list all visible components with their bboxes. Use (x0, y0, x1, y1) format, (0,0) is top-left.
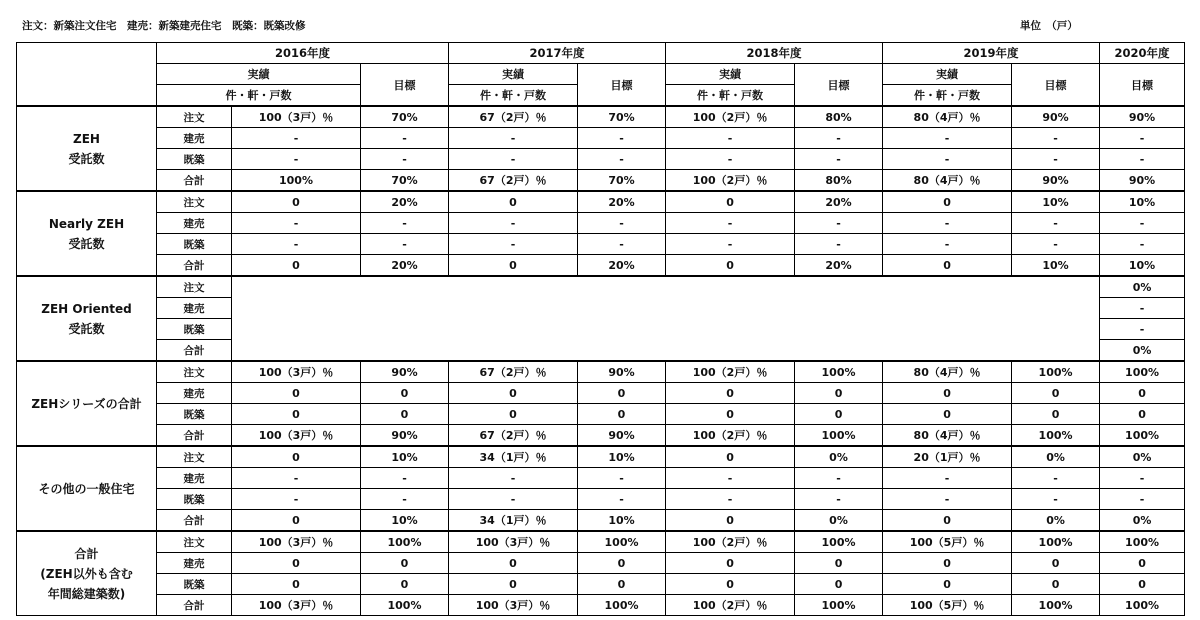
value-cell: - (361, 234, 449, 255)
value-cell: - (883, 489, 1012, 510)
year-header-2019: 2019年度 (883, 43, 1100, 64)
value-cell: 0 (361, 383, 449, 404)
year-header-2016: 2016年度 (157, 43, 449, 64)
value-cell: 0% (1012, 446, 1100, 468)
value-cell: 20% (795, 255, 883, 277)
value-cell: 100% (1012, 361, 1100, 383)
value-cell: 0 (578, 383, 666, 404)
value-cell: - (449, 213, 578, 234)
table-row (17, 574, 1185, 595)
value-cell: - (1012, 234, 1100, 255)
value-cell: 100% (578, 531, 666, 553)
value-cell: 0 (1012, 404, 1100, 425)
value-cell: 90% (578, 361, 666, 383)
value-cell: - (1012, 149, 1100, 170)
value-cell: 10% (361, 510, 449, 532)
value-cell: - (449, 234, 578, 255)
sub-label: 既築 (157, 149, 232, 170)
table-row (17, 595, 1185, 616)
value-cell: - (795, 234, 883, 255)
sub-label: 合計 (157, 340, 232, 362)
value-cell: - (232, 128, 361, 149)
value-cell: 100% (1100, 595, 1185, 616)
value-cell: - (1100, 489, 1185, 510)
value-cell: 67（2戸）％ (449, 361, 578, 383)
value-cell: 90% (1100, 170, 1185, 192)
value-cell: 0 (883, 574, 1012, 595)
sub-label: 既築 (157, 574, 232, 595)
value-cell: 0 (666, 574, 795, 595)
value-cell: - (1100, 234, 1185, 255)
value-cell: 70% (578, 106, 666, 128)
value-cell: - (578, 149, 666, 170)
sub-label: 合計 (157, 595, 232, 616)
year-header-2017: 2017年度 (449, 43, 666, 64)
sub-label: 建売 (157, 128, 232, 149)
table-row (17, 234, 1185, 255)
value-cell: 0% (1012, 510, 1100, 532)
value-cell: 0 (795, 574, 883, 595)
value-cell: 0 (449, 383, 578, 404)
value-cell: 0 (666, 553, 795, 574)
table-body (17, 106, 1185, 616)
value-cell: 0 (578, 553, 666, 574)
value-cell: 90% (578, 425, 666, 447)
value-cell: 100% (795, 361, 883, 383)
value-cell: 34（1戸）％ (449, 446, 578, 468)
value-cell: - (795, 489, 883, 510)
value-cell: 0 (1012, 383, 1100, 404)
value-cell: 100% (232, 170, 361, 192)
actual-subheader: 件・軒・戸数 (449, 85, 578, 107)
actual-subheader: 件・軒・戸数 (157, 85, 361, 107)
value-cell: 100（5戸）％ (883, 531, 1012, 553)
value-cell: 100% (578, 595, 666, 616)
value-cell: 0 (666, 255, 795, 277)
value-cell: 20（1戸）％ (883, 446, 1012, 468)
sub-label: 合計 (157, 510, 232, 532)
value-cell: - (449, 149, 578, 170)
value-cell: - (795, 213, 883, 234)
value-cell: - (1012, 128, 1100, 149)
value-cell: 0 (1012, 553, 1100, 574)
value-cell: 100% (795, 595, 883, 616)
value-cell: - (1012, 468, 1100, 489)
table-row (17, 213, 1185, 234)
value-cell: 90% (361, 361, 449, 383)
value-cell: 0 (1100, 383, 1185, 404)
sub-label: 既築 (157, 319, 232, 340)
value-cell: 80（4戸）％ (883, 106, 1012, 128)
value-cell: 20% (578, 255, 666, 277)
table-row (17, 468, 1185, 489)
value-cell: 67（2戸）％ (449, 425, 578, 447)
sub-label: 注文 (157, 361, 232, 383)
value-cell: 34（1戸）％ (449, 510, 578, 532)
value-cell: 0% (1100, 446, 1185, 468)
value-cell: - (666, 234, 795, 255)
value-cell: 100（2戸）％ (666, 170, 795, 192)
category-label: 合計 (ZEH以外も含む 年間総建築数) (17, 531, 157, 616)
value-cell: - (449, 489, 578, 510)
target-header: 目標 (1012, 64, 1100, 107)
value-cell: 0 (361, 553, 449, 574)
value-cell: - (449, 468, 578, 489)
table-header (17, 43, 1185, 107)
value-cell: - (578, 468, 666, 489)
value-cell: 0% (1100, 276, 1185, 298)
value-cell: - (578, 489, 666, 510)
value-cell: 70% (361, 170, 449, 192)
value-cell: 0 (666, 446, 795, 468)
value-cell: 0 (666, 510, 795, 532)
value-cell: 0 (883, 255, 1012, 277)
year-header-2020: 2020年度 (1100, 43, 1185, 64)
value-cell: - (795, 149, 883, 170)
sub-label: 注文 (157, 191, 232, 213)
value-cell: 100（2戸）％ (666, 361, 795, 383)
value-cell: 0 (232, 255, 361, 277)
value-cell: 90% (361, 425, 449, 447)
value-cell: 0 (795, 383, 883, 404)
value-cell: 0 (232, 510, 361, 532)
value-cell: - (795, 128, 883, 149)
value-cell: 0 (1100, 574, 1185, 595)
sub-label: 建売 (157, 468, 232, 489)
value-cell: 0 (232, 574, 361, 595)
value-cell: 0 (883, 404, 1012, 425)
table-row (17, 553, 1185, 574)
sub-label: 合計 (157, 255, 232, 277)
value-cell: 0 (232, 553, 361, 574)
value-cell: - (449, 128, 578, 149)
value-cell: - (232, 234, 361, 255)
value-cell: 0 (1100, 553, 1185, 574)
value-cell: - (1012, 213, 1100, 234)
value-cell: 20% (361, 191, 449, 213)
value-cell: - (361, 128, 449, 149)
year-header-2018: 2018年度 (666, 43, 883, 64)
value-cell: 10% (1012, 191, 1100, 213)
value-cell: - (1100, 319, 1185, 340)
target-header: 目標 (578, 64, 666, 107)
unit-label: 単位 （戸） (1020, 20, 1078, 32)
value-cell: - (883, 234, 1012, 255)
sub-label: 注文 (157, 276, 232, 298)
table-row (17, 510, 1185, 532)
value-cell: 0% (795, 446, 883, 468)
value-cell: 100% (1100, 531, 1185, 553)
value-cell: - (578, 234, 666, 255)
value-cell: 100% (1012, 595, 1100, 616)
value-cell: 0 (232, 383, 361, 404)
value-cell: 0 (883, 510, 1012, 532)
value-cell: - (232, 213, 361, 234)
value-cell: 0% (1100, 510, 1185, 532)
value-cell: 0 (795, 553, 883, 574)
table-row (17, 191, 1185, 213)
value-cell: 10% (1012, 255, 1100, 277)
table-row (17, 361, 1185, 383)
value-cell: - (361, 489, 449, 510)
value-cell: - (578, 213, 666, 234)
value-cell: 0 (232, 446, 361, 468)
actual-header: 実績 (666, 64, 795, 85)
value-cell: 90% (1100, 106, 1185, 128)
value-cell: - (883, 468, 1012, 489)
value-cell: 100（2戸）％ (666, 531, 795, 553)
value-cell: 20% (361, 255, 449, 277)
corner-cell (17, 43, 157, 107)
value-cell: 80（4戸）％ (883, 361, 1012, 383)
table-row (17, 276, 1185, 298)
value-cell: 70% (361, 106, 449, 128)
table-row (17, 425, 1185, 447)
category-label: ZEH 受託数 (17, 106, 157, 191)
actual-header: 実績 (883, 64, 1012, 85)
value-cell: 80% (795, 170, 883, 192)
actual-subheader: 件・軒・戸数 (666, 85, 795, 107)
value-cell: 0 (666, 383, 795, 404)
sub-label: 合計 (157, 425, 232, 447)
value-cell: 100% (1100, 425, 1185, 447)
table-row (17, 531, 1185, 553)
value-cell: 100% (795, 425, 883, 447)
actual-header: 実績 (157, 64, 361, 85)
table-row (17, 255, 1185, 277)
value-cell: 100% (361, 595, 449, 616)
table-row (17, 489, 1185, 510)
value-cell: 10% (578, 510, 666, 532)
table-row (17, 128, 1185, 149)
value-cell: 10% (578, 446, 666, 468)
sub-label: 既築 (157, 234, 232, 255)
value-cell: - (361, 149, 449, 170)
value-cell: - (883, 149, 1012, 170)
value-cell: 0 (361, 404, 449, 425)
value-cell: 0 (449, 255, 578, 277)
value-cell: 100% (1012, 425, 1100, 447)
value-cell: 100（5戸）％ (883, 595, 1012, 616)
empty-area (232, 276, 1100, 361)
table-row (17, 106, 1185, 128)
value-cell: 0 (883, 383, 1012, 404)
sub-label: 建売 (157, 383, 232, 404)
value-cell: - (1012, 489, 1100, 510)
category-label: ZEHシリーズの合計 (17, 361, 157, 446)
actual-header: 実績 (449, 64, 578, 85)
actual-subheader: 件・軒・戸数 (883, 85, 1012, 107)
value-cell: 0% (1100, 340, 1185, 362)
value-cell: - (232, 489, 361, 510)
value-cell: 0 (1100, 404, 1185, 425)
value-cell: - (666, 149, 795, 170)
value-cell: - (1100, 298, 1185, 319)
value-cell: 80（4戸）％ (883, 170, 1012, 192)
value-cell: 10% (1100, 191, 1185, 213)
sub-label: 建売 (157, 298, 232, 319)
value-cell: 0 (666, 404, 795, 425)
value-cell: 70% (578, 170, 666, 192)
table-row (17, 383, 1185, 404)
sub-label: 注文 (157, 531, 232, 553)
value-cell: - (666, 213, 795, 234)
value-cell: 90% (1012, 106, 1100, 128)
value-cell: 0 (578, 574, 666, 595)
target-header: 目標 (361, 64, 449, 107)
value-cell: 100（3戸）％ (232, 425, 361, 447)
value-cell: - (1100, 468, 1185, 489)
value-cell: 67（2戸）％ (449, 170, 578, 192)
table-row (17, 404, 1185, 425)
value-cell: - (361, 213, 449, 234)
category-label: ZEH Oriented 受託数 (17, 276, 157, 361)
value-cell: 100（3戸）％ (232, 361, 361, 383)
value-cell: 0 (232, 191, 361, 213)
value-cell: - (1100, 149, 1185, 170)
value-cell: 0 (883, 191, 1012, 213)
value-cell: 10% (361, 446, 449, 468)
value-cell: 0 (1012, 574, 1100, 595)
value-cell: 100（3戸）％ (232, 531, 361, 553)
category-label: その他の一般住宅 (17, 446, 157, 531)
value-cell: - (883, 128, 1012, 149)
legend-note: 注文：新築注文住宅 建売：新築建売住宅 既築：既築改修 (22, 20, 306, 32)
value-cell: 0 (449, 191, 578, 213)
sub-label: 既築 (157, 404, 232, 425)
value-cell: 0 (232, 404, 361, 425)
value-cell: 100（3戸）％ (449, 531, 578, 553)
value-cell: - (795, 468, 883, 489)
value-cell: 0 (449, 553, 578, 574)
value-cell: - (1100, 128, 1185, 149)
value-cell: 100（3戸）％ (449, 595, 578, 616)
table-row (17, 170, 1185, 192)
value-cell: 80（4戸）％ (883, 425, 1012, 447)
value-cell: - (1100, 213, 1185, 234)
value-cell: 0 (578, 404, 666, 425)
value-cell: 0 (449, 404, 578, 425)
value-cell: 100（2戸）％ (666, 425, 795, 447)
value-cell: 0 (666, 191, 795, 213)
value-cell: - (232, 468, 361, 489)
value-cell: 20% (578, 191, 666, 213)
target-header: 目標 (795, 64, 883, 107)
value-cell: 20% (795, 191, 883, 213)
value-cell: 90% (1012, 170, 1100, 192)
value-cell: 100（3戸）％ (232, 106, 361, 128)
value-cell: 0 (449, 574, 578, 595)
sub-label: 建売 (157, 553, 232, 574)
sub-label: 注文 (157, 446, 232, 468)
value-cell: 80% (795, 106, 883, 128)
value-cell: 67（2戸）％ (449, 106, 578, 128)
value-cell: - (666, 128, 795, 149)
value-cell: - (666, 489, 795, 510)
value-cell: - (883, 213, 1012, 234)
value-cell: - (232, 149, 361, 170)
sub-label: 合計 (157, 170, 232, 192)
target-header: 目標 (1100, 64, 1185, 107)
value-cell: 100（2戸）％ (666, 595, 795, 616)
value-cell: 0 (361, 574, 449, 595)
value-cell: 0 (883, 553, 1012, 574)
value-cell: 100（3戸）％ (232, 595, 361, 616)
sub-label: 建売 (157, 213, 232, 234)
table-row (17, 446, 1185, 468)
table-row (17, 149, 1185, 170)
value-cell: 100% (1100, 361, 1185, 383)
value-cell: 100% (1012, 531, 1100, 553)
sub-label: 既築 (157, 489, 232, 510)
sub-label: 注文 (157, 106, 232, 128)
value-cell: - (361, 468, 449, 489)
value-cell: 100% (795, 531, 883, 553)
zeh-results-table (16, 42, 1185, 616)
category-label: Nearly ZEH 受託数 (17, 191, 157, 276)
value-cell: - (666, 468, 795, 489)
value-cell: - (578, 128, 666, 149)
value-cell: 0 (795, 404, 883, 425)
value-cell: 10% (1100, 255, 1185, 277)
value-cell: 0% (795, 510, 883, 532)
value-cell: 100（2戸）％ (666, 106, 795, 128)
value-cell: 100% (361, 531, 449, 553)
